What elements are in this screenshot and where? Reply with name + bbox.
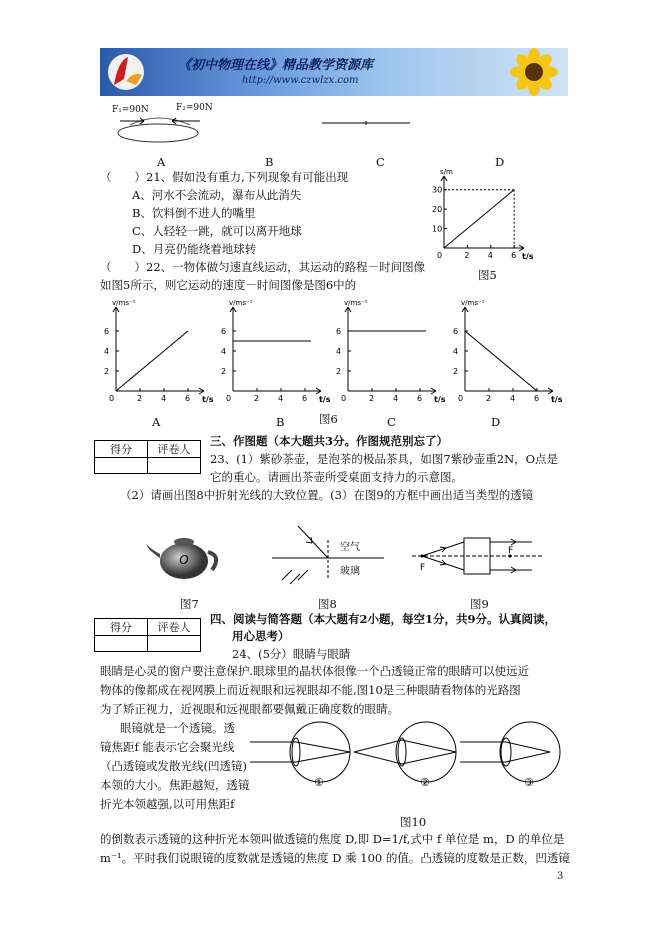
q24-heading: 24、(5分）眼睛与眼睛 [232, 647, 351, 661]
y-tick-label: 4 [221, 347, 227, 356]
figure-6d-chart [447, 295, 563, 407]
q20-label-b: B [265, 155, 274, 169]
x-tick-label: 6 [185, 394, 191, 403]
para2-line4: 本领的大小。焦距越短，透镜 [100, 778, 250, 792]
data-line [465, 331, 537, 391]
eye-label-1: ① [314, 776, 324, 789]
score-cell[interactable] [95, 458, 148, 474]
score-table-2 [94, 618, 201, 652]
x-tick-label: 4 [161, 394, 167, 403]
figure-6c-chart [330, 295, 446, 407]
eye-diagram-3 [460, 722, 560, 789]
air-label: 空气 [340, 542, 360, 553]
figure-9-caption: 图9 [470, 597, 489, 611]
y-tick-label: 4 [453, 347, 459, 356]
para3-line1: 的倒数表示透镜的这种折光本领叫做透镜的焦度 D,即 D=1/f,式中 f 单位是 m，D 的单位是 [100, 832, 565, 846]
figure-6-caption: 图6 [319, 412, 338, 426]
x-axis-label: t/s [551, 395, 563, 404]
q21-option-c: C、人轻轻一跳，就可以离开地球 [132, 224, 302, 238]
sunflower-icon [500, 48, 568, 96]
ruler-figure [322, 118, 412, 128]
origin-label: 0 [226, 394, 232, 403]
eye-diagram-1 [250, 722, 350, 789]
para2-line1: 眼镜就是一个透镜。透 [120, 721, 235, 735]
figure-8-caption: 图8 [318, 597, 337, 611]
score-table-1 [94, 440, 201, 474]
lens-box-figure [412, 526, 542, 586]
score-label: 得分 [95, 619, 148, 636]
x-tick-label: 6 [417, 394, 423, 403]
y-tick-label: 6 [221, 327, 227, 336]
y-axis-label: s/m [440, 168, 453, 176]
q21-stem: （ ）21、假如没有重力,下列现象有可能出现 [100, 170, 349, 184]
force-label-f2: F₂=90N [176, 103, 213, 113]
para2-line2: 镜焦距f 能表示它会聚光线 [100, 740, 235, 754]
grader-label: 评卷人 [148, 619, 201, 636]
x-tick-label: 2 [464, 251, 470, 260]
page-number: 3 [557, 871, 564, 882]
grader-cell[interactable] [148, 636, 201, 652]
para1-line1: 眼睛是心灵的窗户要注意保护.眼球里的晶状体很像一个凸透镜正常的眼睛可以使远近 [100, 664, 530, 678]
origin-label: 0 [458, 394, 464, 403]
banner-url[interactable]: http://www.czwlzx.com [242, 75, 359, 86]
y-tick-label: 6 [336, 327, 342, 336]
y-tick-label: 2 [336, 367, 342, 376]
figure-10-caption: 图10 [400, 815, 427, 829]
score-label: 得分 [95, 441, 148, 458]
para1-line3: 为了矫正视力，近视眼和远视眼都要佩戴正确度数的眼睛。 [100, 702, 399, 716]
y-tick-label: 2 [453, 367, 459, 376]
para2-line5: 折光本领越强,以可用焦距f [100, 797, 235, 811]
eye-diagrams-figure [250, 718, 570, 790]
x-tick-label: 6 [302, 394, 308, 403]
fig6-label-b: B [276, 415, 285, 429]
y-axis-label: v/ms⁻¹ [112, 299, 136, 307]
figure-6a-chart [98, 295, 214, 407]
figure-5-chart [422, 168, 540, 264]
y-tick-label: 10 [432, 224, 443, 234]
score-cell[interactable] [95, 636, 148, 652]
q20-label-a: A [157, 155, 166, 169]
logo-icon [104, 51, 164, 93]
section-4-title-line2: 用心思考） [232, 629, 290, 643]
para3-line2: m⁻¹。平时我们说眼镜的度数就是透镜的焦度 D 乘 100 的值。凸透镜的度数是正数，凹透镜 [100, 851, 570, 865]
x-tick-label: 2 [369, 394, 375, 403]
x-axis-label: t/s [319, 395, 331, 404]
q22-line2: 如图5所示，则它运动的速度－时间图像是图6中的 [100, 278, 357, 292]
section-4-title-line1: 四、阅读与简答题（本大题有2小题，每空1分，共9分。认真阅读， [210, 612, 557, 626]
x-axis-label: t/s [202, 395, 214, 404]
x-tick-label: 2 [486, 394, 492, 403]
data-line [444, 190, 514, 248]
y-tick-label: 6 [453, 327, 459, 336]
y-tick-label: 4 [336, 347, 342, 356]
y-tick-label: 30 [432, 185, 443, 195]
figure-7-caption: 图7 [180, 597, 199, 611]
section-3-title: 三、作图题（本大题共3分。作图规范别忘了） [210, 434, 448, 448]
x-tick-label: 4 [278, 394, 284, 403]
focal-point-left-label: F [420, 563, 426, 573]
q20-label-c: C [376, 155, 385, 169]
grader-cell[interactable] [148, 458, 201, 474]
fig6-label-a: A [152, 415, 161, 429]
figure-5-caption: 图5 [478, 268, 497, 282]
y-axis-label: v/ms⁻¹ [229, 299, 253, 307]
q21-option-a: A、河水不会流动，瀑布从此消失 [132, 188, 302, 202]
refraction-figure [272, 522, 384, 594]
teapot-figure [142, 528, 226, 584]
y-tick-label: 20 [432, 205, 443, 215]
grader-label: 评卷人 [148, 441, 201, 458]
para1-line2: 物体的像都成在视网膜上而近视眼和远视眼却不能,图10是三种眼睛看物体的光路图 [100, 683, 521, 697]
tug-of-war-figure [108, 103, 213, 148]
x-tick-label: 2 [137, 394, 143, 403]
x-tick-label: 4 [510, 394, 516, 403]
q23-line3: （2）请画出图8中折射光线的大致位置。(3）在图9的方框中画出适当类型的透镜 [120, 488, 534, 502]
origin-label: 0 [109, 394, 115, 403]
force-label-f1: F₁=90N [112, 105, 149, 115]
q23-line1: 23、(1）紫砂茶壶，是泡茶的极品茶具，如图7紫砂壶重2N，O点是 [210, 452, 559, 466]
y-tick-label: 2 [104, 367, 110, 376]
focal-point-right-label: F [508, 546, 514, 556]
q23-line2: 它的重心。请画出茶壶所受桌面支持力的示意图。 [210, 470, 463, 484]
origin-label: 0 [341, 394, 347, 403]
data-line [116, 331, 188, 391]
glass-label: 玻璃 [340, 566, 360, 577]
header-banner [100, 48, 568, 96]
eye-diagram-2 [354, 722, 456, 789]
q20-label-d: D [495, 155, 505, 169]
q21-option-b: B、饮料倒不进人的嘴里 [132, 206, 256, 220]
y-tick-label: 6 [104, 327, 110, 336]
para2-line3: （凸透镜或发散光线(凹透镜) [100, 759, 247, 773]
x-axis-label: t/s [434, 395, 446, 404]
y-axis-label: v/ms⁻¹ [344, 299, 368, 307]
x-tick-label: 4 [487, 251, 493, 260]
banner-title: 《初中物理在线》精品教学资源库 [178, 58, 374, 73]
x-tick-label: 4 [393, 394, 399, 403]
q22-line1: （ ）22、一物体做匀速直线运动，其运动的路程－时间图像 [100, 260, 426, 274]
fig6-label-c: C [387, 415, 396, 429]
x-axis-label: t/s [522, 252, 534, 261]
y-tick-label: 2 [221, 367, 227, 376]
fig6-label-d: D [491, 415, 501, 429]
x-tick-label: 2 [254, 394, 260, 403]
figure-6b-chart [215, 295, 331, 407]
q21-option-d: D、月亮仍能绕着地球转 [132, 242, 257, 256]
x-tick-label: 6 [534, 394, 540, 403]
y-axis-label: v/ms⁻¹ [461, 299, 485, 307]
y-tick-label: 4 [104, 347, 110, 356]
origin-label: 0 [437, 251, 443, 260]
teapot-center-label: O [179, 553, 189, 567]
x-tick-label: 6 [511, 251, 517, 260]
eye-label-3: ③ [524, 776, 534, 789]
eye-label-2: ② [420, 776, 430, 789]
